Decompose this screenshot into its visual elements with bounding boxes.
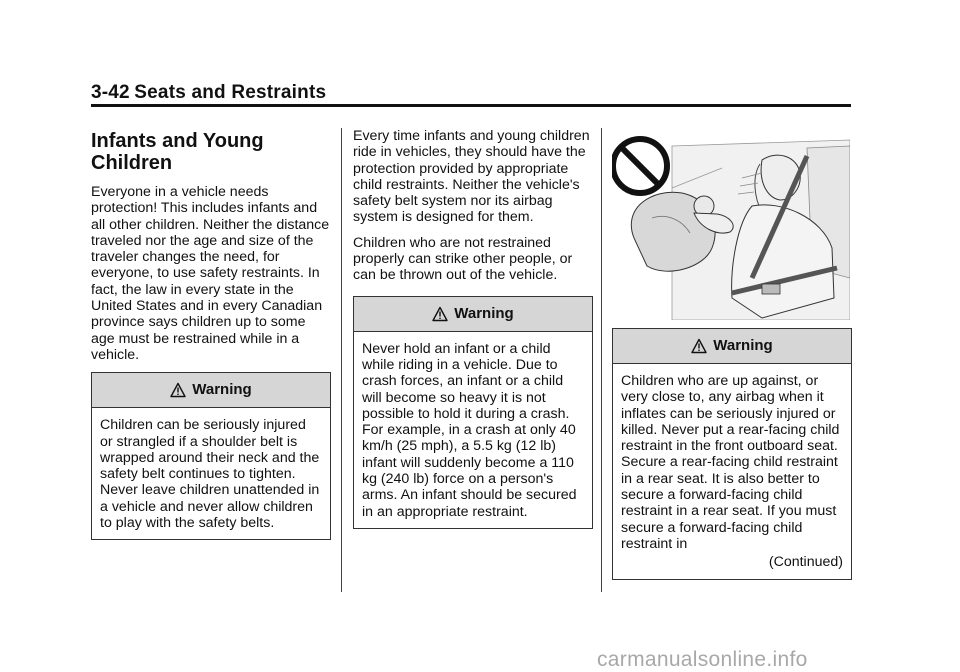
warning-icon [170,382,186,398]
warning-box-3 [612,328,852,580]
column-divider-2 [601,128,602,592]
no-symbol-icon [613,139,667,193]
warning-icon [432,306,448,322]
warning-body [613,364,851,579]
warning-text: Children who are up against, or very close to, any airbag when it inflates can be seriously injured or killed. Never put a rear-facing child restraint in the front outboard seat. Secure a rear-facing child restraint in a rear seat. It is also better to secure a forward-facing child restraint in a rear seat. If you must secure a forward-facing child restraint in [621,373,840,552]
chapter-title: Seats and Restraints [134,82,327,103]
warning-box-1 [91,372,331,540]
warning-body: Children can be seriously injured or strangled if a shoulder belt is wrapped around their neck and the safety belt continues to tighten. Never leave children unattended in a vehicle and never allow children to play with the safety belts. [100,417,320,532]
intro-paragraph: Everyone in a vehicle needs protection! This includes infants and all other children. Neither the distance traveled nor the age and size of the traveler changes the need, for everyone, to use safety restraints. In fact, the law in every state in the United States and in every Canadian province says children up to some age must be restrained while in a vehicle. [91,184,330,363]
column-1 [91,128,331,540]
page-number: 3-42 [91,82,130,103]
warning-header [354,297,592,332]
warning-title: Warning [713,336,773,354]
warning-title: Warning [454,304,514,322]
column-2 [353,128,593,529]
column-3 [612,328,852,580]
paragraph-protection: Every time infants and young children ride in vehicles, they should have the protection provided by appropriate child restraints. Neither the vehicle's safety belt system nor its airbag system is designed for them. [353,128,590,226]
column-divider-1 [341,128,342,592]
watermark-text: carmanualsonline.info [597,648,808,671]
warning-title: Warning [192,381,252,399]
warning-icon [691,338,707,354]
warning-body: Never hold an infant or a child while riding in a vehicle. Due to crash forces, an infant or a child will become so heavy it is not possible to hold it during a crash. For example, in a crash at only 40 km/h (25 mph), a 5.5 kg (12 lb) infant will suddenly become a 110 kg (240 lb) force on a person's arms. An infant should be secured in an appropriate restraint. [362,340,577,520]
page-header [91,82,851,104]
warning-header [92,373,330,408]
header-rule [91,104,851,107]
continued-label: (Continued) [768,554,843,571]
airbag-illustration [612,128,850,320]
section-heading: Infants and Young Children [91,130,264,174]
paragraph-not-restrained: Children who are not restrained properly can strike other people, or can be thrown out of the vehicle. [353,234,573,284]
warning-box-2 [353,296,593,529]
warning-header [613,329,851,364]
